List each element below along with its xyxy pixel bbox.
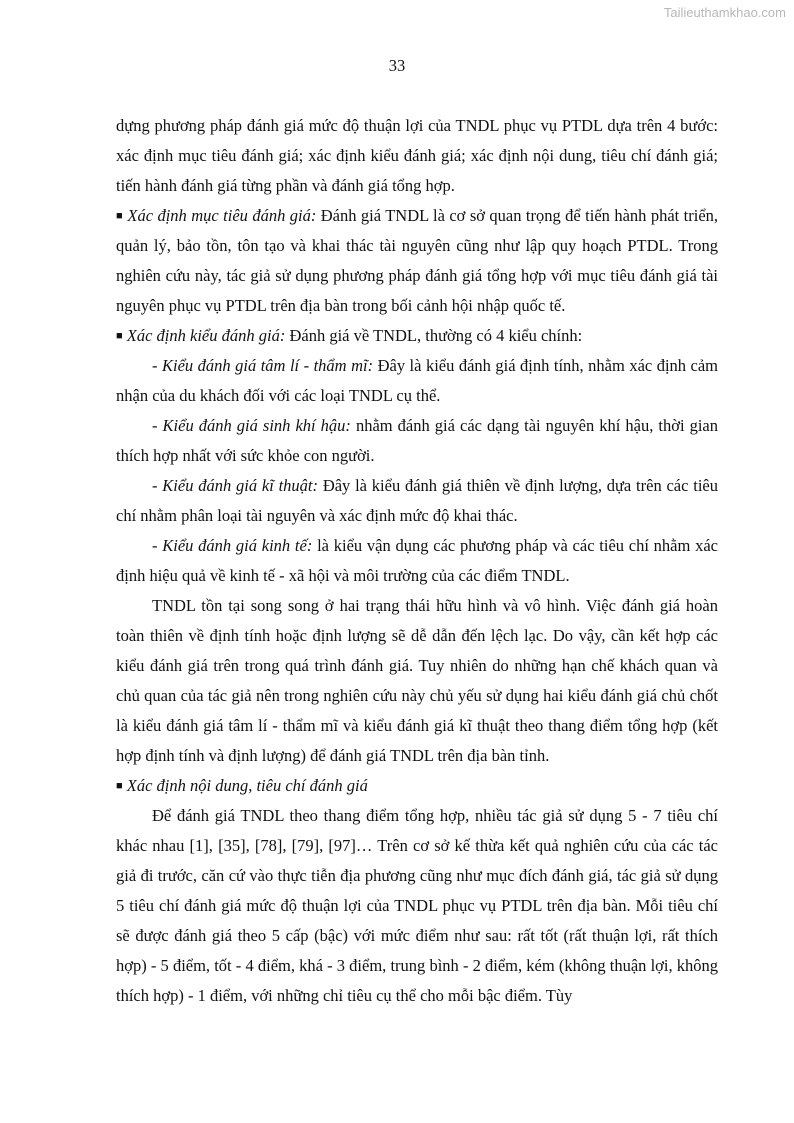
- type-item-text: nhằm đánh giá các dạng tài nguyên khí hậu, thời gian thích hợp nhất với sức khỏe con người.: [116, 416, 718, 465]
- watermark: Tailieuthamkhao.com: [663, 5, 786, 20]
- section-types: [116, 321, 718, 351]
- section-criteria-heading: Xác định nội dung, tiêu chí đánh giá: [126, 776, 368, 795]
- type-item-text: là kiểu vận dụng các phương pháp và các tiêu chí nhằm xác định hiệu quả về kinh tế - xã hội và môi trường của các điểm TNDL.: [116, 536, 718, 585]
- type-item-label: - Kiểu đánh giá tâm lí - thẩm mĩ:: [152, 356, 374, 375]
- type-item-bioclimatic: [116, 411, 718, 471]
- section-types-heading: Xác định kiểu đánh giá:: [126, 326, 286, 345]
- section-types-text: Đánh giá về TNDL, thường có 4 kiểu chính:: [289, 326, 583, 345]
- paragraph-existence: TNDL tồn tại song song ở hai trạng thái hữu hình và vô hình. Việc đánh giá hoàn toàn thiên về định tính hoặc định lượng sẽ dễ dẫn đến lệch lạc. Do vậy, cần kết hợp các kiểu đánh giá trên trong quá trình đánh giá. Tuy nhiên do những hạn chế khách quan và chủ quan của tác giả nên trong nghiên cứu này chủ yếu sử dụng hai kiểu đánh giá chủ chốt là kiểu đánh giá tâm lí - thẩm mĩ và kiểu đánh giá kĩ thuật theo thang điểm tổng hợp (kết hợp định tính và định lượng) để đánh giá TNDL trên địa bàn tỉnh.: [116, 596, 718, 765]
- type-item-economic: [116, 531, 718, 591]
- document-body: [116, 111, 718, 1011]
- type-item-aesthetic: [116, 351, 718, 411]
- page-number: 33: [388, 56, 406, 75]
- bullet-square-icon: ■: [116, 210, 123, 222]
- paragraph-criteria: Để đánh giá TNDL theo thang điểm tổng hợp, nhiều tác giả sử dụng 5 - 7 tiêu chí khác nhau [1], [35], [78], [79], [97]… Trên cơ sở kế thừa kết quả nghiên cứu của các tác giả đi trước, căn cứ vào thực tiễn địa phương cũng như mục đích đánh giá, tác giả sử dụng 5 tiêu chí đánh giá mức độ thuận lợi của TNDL phục vụ PTDL trên địa bàn. Mỗi tiêu chí sẽ được đánh giá theo 5 cấp (bậc) với mức điểm như sau: rất tốt (rất thuận lợi, rất thích hợp) - 5 điểm, tốt - 4 điểm, khá - 3 điểm, trung bình - 2 điểm, kém (không thuận lợi, không thích hợp) - 1 điểm, với những chỉ tiêu cụ thể cho mỗi bậc điểm. Tùy: [116, 806, 718, 1005]
- section-goal-text: Đánh giá TNDL là cơ sở quan trọng để tiến hành phát triển, quản lý, bảo tồn, tôn tạo và khai thác tài nguyên cũng như lập quy hoạch PTDL. Trong nghiên cứu này, tác giả sử dụng phương pháp đánh giá tổng hợp với mục tiêu đánh giá tài nguyên phục vụ PTDL trên địa bàn trong bối cảnh hội nhập quốc tế.: [116, 206, 719, 315]
- type-item-technical: [116, 471, 718, 531]
- section-criteria: [116, 771, 718, 801]
- type-item-text: Đây là kiểu đánh giá thiên về định lượng, dựa trên các tiêu chí nhằm phân loại tài nguyên và xác định mức độ khai thác.: [116, 476, 718, 525]
- bullet-square-icon: ■: [116, 330, 123, 342]
- type-item-label: - Kiểu đánh giá sinh khí hậu:: [152, 416, 351, 435]
- section-goal: [116, 201, 718, 321]
- section-goal-heading: Xác định mục tiêu đánh giá:: [127, 206, 317, 225]
- type-item-label: - Kiểu đánh giá kinh tế:: [152, 536, 313, 555]
- type-item-label: - Kiểu đánh giá kĩ thuật:: [152, 476, 319, 495]
- type-item-text: Đây là kiểu đánh giá định tính, nhằm xác định cảm nhận của du khách đối với các loại TNDL cụ thể.: [116, 356, 719, 405]
- bullet-square-icon: ■: [116, 780, 123, 792]
- paragraph-intro: dựng phương pháp đánh giá mức độ thuận lợi của TNDL phục vụ PTDL dựa trên 4 bước: xác định mục tiêu đánh giá; xác định kiểu đánh giá; xác định nội dung, tiêu chí đánh giá; tiến hành đánh giá từng phần và đánh giá tổng hợp.: [116, 116, 718, 195]
